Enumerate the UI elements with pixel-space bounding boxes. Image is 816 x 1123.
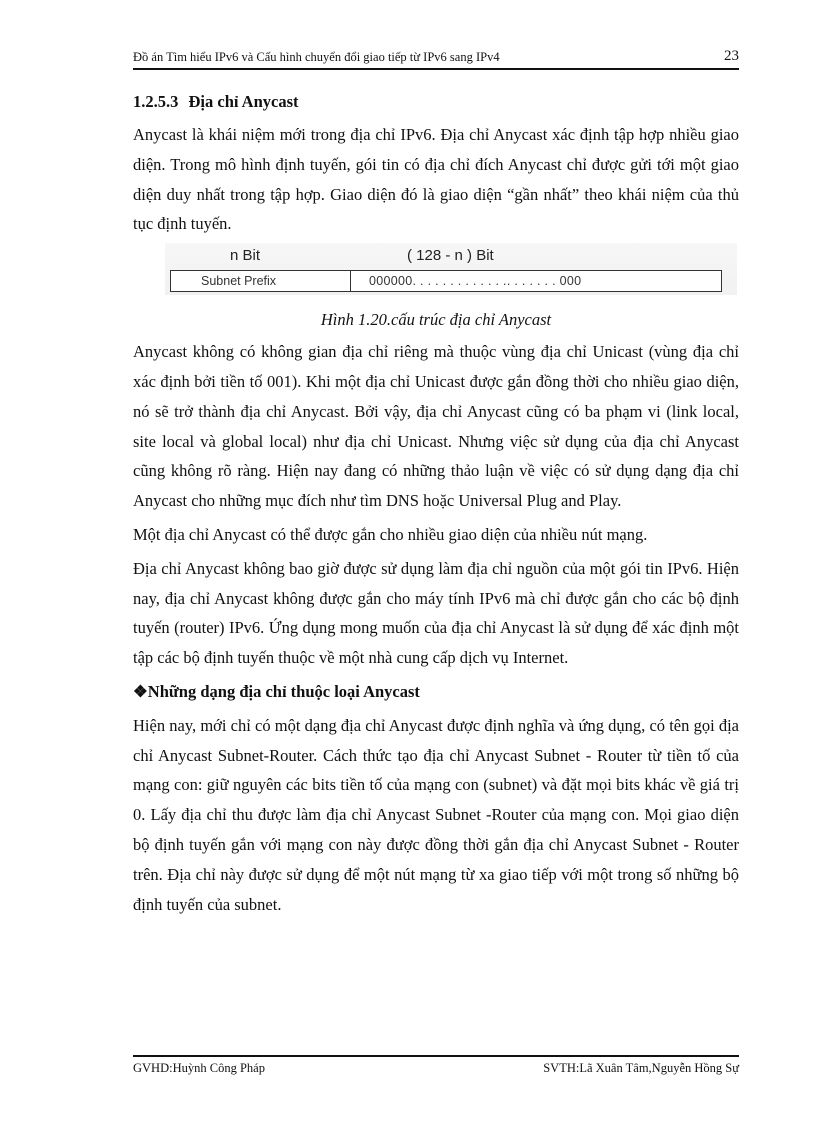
- figure-address-box: [170, 270, 722, 292]
- page-number: 23: [724, 48, 739, 64]
- page-header: [133, 48, 739, 65]
- subheading: [133, 677, 739, 707]
- paragraph-multiple-nodes: Một địa chỉ Anycast có thể được gắn cho nhiều giao diện của nhiều nút mạng.: [133, 524, 648, 544]
- figure-cell-zero-bits: 000000. . . . . . . . . . . . .. . . . . . . 000: [369, 274, 582, 289]
- paragraph-intro: Anycast là khái niệm mới trong địa chỉ IPv6. Địa chỉ Anycast xác định tập hợp nhiều giao diện. Trong mô hình định tuyến, gói tin có địa chỉ đích Anycast chỉ được gửi tới một giao diện duy nhất trong tập hợp. Giao diện đó là giao diện “gần nhất” theo khái niệm của thủ tục định tuyến.: [133, 125, 739, 234]
- figure-cell-subnet-prefix: Subnet Prefix: [171, 271, 351, 291]
- page-footer: [133, 1061, 739, 1076]
- header-title: Đồ án Tìm hiểu IPv6 và Cấu hình chuyển đổi giao tiếp từ IPv6 sang IPv4: [133, 50, 500, 64]
- section-heading: [133, 90, 739, 114]
- subheading-text: Những dạng địa chỉ thuộc loại Anycast: [147, 681, 420, 701]
- figure-label-remaining-bits: ( 128 - n ) Bit: [407, 247, 494, 265]
- paragraph-subnet-router: Hiện nay, mới chỉ có một dạng địa chỉ Anycast được định nghĩa và ứng dụng, có tên gọi địa chỉ Anycast Subnet-Router. Cách thức tạo địa chỉ Anycast Subnet - Router từ tiền tố của mạng con: giữ nguyên các bits tiền tố của mạng con (subnet) và đặt mọi bits khác về giá trị 0. Lấy địa chỉ thu được làm địa chỉ Anycast Subnet -Router của mạng con. Mọi giao diện bộ định tuyến gắn với mạng con này được đồng thời gắn địa chỉ Anycast Subnet - Router trên. Địa chỉ này được sử dụng để một nút mạng từ xa giao tiếp với một trong số những bộ định tuyến của subnet.: [133, 715, 739, 914]
- paragraph-source-address: Địa chỉ Anycast không bao giờ được sử dụng làm địa chỉ nguồn của một gói tin IPv6. Hiện nay, địa chỉ Anycast không được gắn cho máy tính IPv6 mà chỉ được gắn cho các bộ định tuyến (router) IPv6. Ứng dụng mong muốn của địa chỉ Anycast là sử dụng để xác định một tập các bộ định tuyến thuộc về một nhà cung cấp dịch vụ Internet.: [133, 558, 739, 668]
- footer-students: SVTH:Lã Xuân Tâm,Nguyễn Hồng Sự: [543, 1061, 739, 1075]
- figure-caption: Hình 1.20.cấu trúc địa chỉ Anycast: [320, 310, 552, 330]
- figure-label-n-bit: n Bit: [230, 247, 261, 265]
- paragraph-anycast-space: Anycast không có không gian địa chỉ riêng mà thuộc vùng địa chỉ Unicast (vùng địa chỉ xác định bởi tiền tố 001). Khi một địa chỉ Unicast được gắn đồng thời cho nhiều giao diện, nó sẽ trở thành địa chỉ Anycast. Bởi vậy, địa chỉ Anycast cũng có ba phạm vi (link local, site local và global local) như địa chỉ Unicast. Nhưng việc sử dụng của địa chỉ Anycast cũng không rõ ràng. Hiện nay đang có những thảo luận về việc có sử dụng dạng địa chỉ Anycast cho những mục đích như tìm DNS hoặc Universal Plug and Play.: [133, 342, 739, 511]
- footer-divider: [133, 1055, 739, 1057]
- footer-supervisor: GVHD:Huỳnh Công Pháp: [133, 1061, 265, 1075]
- diamond-bullet-icon: ❖: [133, 681, 148, 701]
- anycast-structure-figure: [165, 243, 737, 295]
- page-body: [133, 90, 739, 923]
- section-number: 1.2.5.3: [133, 92, 179, 111]
- section-title: Địa chỉ Anycast: [188, 92, 299, 111]
- header-divider: [133, 68, 739, 70]
